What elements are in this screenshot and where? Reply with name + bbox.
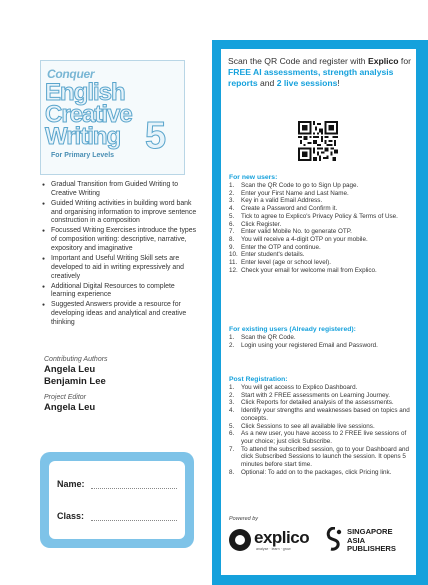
- list-item: 8. You will receive a 4-digit OTP on your mobile.: [229, 235, 368, 243]
- list-item: 2. Start with 2 FREE assessments on Learning Journey.: [229, 391, 390, 399]
- powered-by-label: Powered by: [229, 516, 259, 522]
- feature-item: ● Gradual Transition from Guided Writing to Creative Writing: [42, 181, 200, 199]
- feature-item: ● Additional Digital Resources to complete learning experience: [42, 283, 200, 301]
- feature-item: ● Guided Writing activities in building word bank and organising information to improve sentence construction in a composition: [42, 200, 200, 226]
- explico-panel: [212, 40, 428, 585]
- feature-list: [42, 181, 200, 329]
- list-item: 2. Login using your registered Email and Password.: [229, 341, 378, 349]
- title-line-2: Creative: [45, 101, 132, 128]
- list-item: 3. Click Reports for detailed analysis of the assessments.: [229, 399, 394, 407]
- list-item: 4. Identify your strengths and weaknesses based on topics and concepts.: [229, 407, 410, 422]
- list-item: 9. Enter the OTP and continue.: [229, 243, 321, 251]
- list-item: 2. Enter your First Name and Last Name.: [229, 189, 349, 197]
- list-item: 1. Scan the QR Code.: [229, 334, 296, 341]
- credits: [44, 355, 194, 414]
- class-line[interactable]: [91, 520, 177, 521]
- list-item: 7. To attend the subscribed session, go to your Dashboard and click Subscribed Sessions to launch the session. It opens 5 minutes before start time.: [229, 445, 410, 469]
- editor-name: Angela Leu: [44, 402, 96, 413]
- post-registration-title: Post Registration:: [229, 376, 288, 383]
- list-item: 1. You will get access to Explico Dashboard.: [229, 384, 358, 391]
- new-users-title: For new users:: [229, 174, 278, 181]
- cover-subtitle: For Primary Levels: [51, 152, 115, 159]
- list-item: 1. Scan the QR Code to go to Sign Up page.: [229, 182, 359, 189]
- left-column: [0, 0, 205, 585]
- list-item: 6. Click Register.: [229, 220, 282, 228]
- title-line-3: Writing: [45, 123, 121, 150]
- name-label: Name:: [57, 479, 85, 489]
- list-item: 6. As a new user, you have access to 2 FREE live sessions of your choice; just click Subscribe.: [229, 430, 407, 445]
- explico-logo: explico analyse · learn · grow: [229, 527, 315, 555]
- list-item: 10. Enter student's details.: [229, 251, 305, 259]
- list-item: 11. Enter level (age or school level).: [229, 259, 331, 267]
- feature-item: ● Focussed Writing Exercises introduce the types of composition writing: descriptive, narrative, expository and imaginative: [42, 227, 200, 253]
- class-label: Class:: [57, 511, 85, 521]
- author-name: Benjamin Lee: [44, 376, 106, 387]
- new-users-steps: [229, 182, 413, 274]
- qr-code-icon[interactable]: [298, 121, 338, 161]
- authors-label: Contributing Authors: [44, 356, 108, 363]
- series-logo: Conquer: [47, 67, 95, 81]
- list-item: 7. Enter valid Mobile No. to generate OTP.: [229, 228, 352, 236]
- existing-users-title: For existing users (Already registered):: [229, 326, 356, 333]
- post-registration-steps: [229, 384, 413, 476]
- editor-label: Project Editor: [44, 394, 87, 401]
- list-item: 3. Key in a valid Email Address.: [229, 197, 323, 205]
- list-item: 4. Create a Password and Confirm it.: [229, 205, 338, 213]
- intro-text: Scan the QR Code and register with Explico for FREE AI assessments, strength analysis reports and 2 live sessions!: [228, 56, 411, 88]
- list-item: 5. Tick to agree to Explico's Privacy Policy & Terms of Use.: [229, 212, 398, 220]
- name-class-box: [40, 452, 194, 548]
- level-number: 5: [145, 115, 167, 157]
- list-item: 8. Optional: To add on to the packages, click Pricing link.: [229, 468, 392, 476]
- feature-item: ● Important and Useful Writing Skill sets are developed to aid in writing expressively and creatively: [42, 255, 200, 281]
- existing-users-steps: [229, 334, 413, 349]
- feature-item: ● Suggested Answers provide a resource for developing ideas and analytical and creative thinking: [42, 301, 200, 327]
- list-item: 5. Click Sessions to see all available live sessions.: [229, 422, 375, 430]
- book-cover: [40, 60, 185, 175]
- title-line-1: English: [45, 79, 125, 106]
- sap-logo: SINGAPORE ASIA PUBLISHERS: [325, 525, 413, 557]
- explico-logo-icon: [229, 529, 251, 551]
- sap-logo-icon: [325, 527, 345, 553]
- author-name: Angela Leu: [44, 364, 96, 375]
- list-item: 12. Check your email for welcome mail from Explico.: [229, 266, 377, 274]
- name-line[interactable]: [91, 488, 177, 489]
